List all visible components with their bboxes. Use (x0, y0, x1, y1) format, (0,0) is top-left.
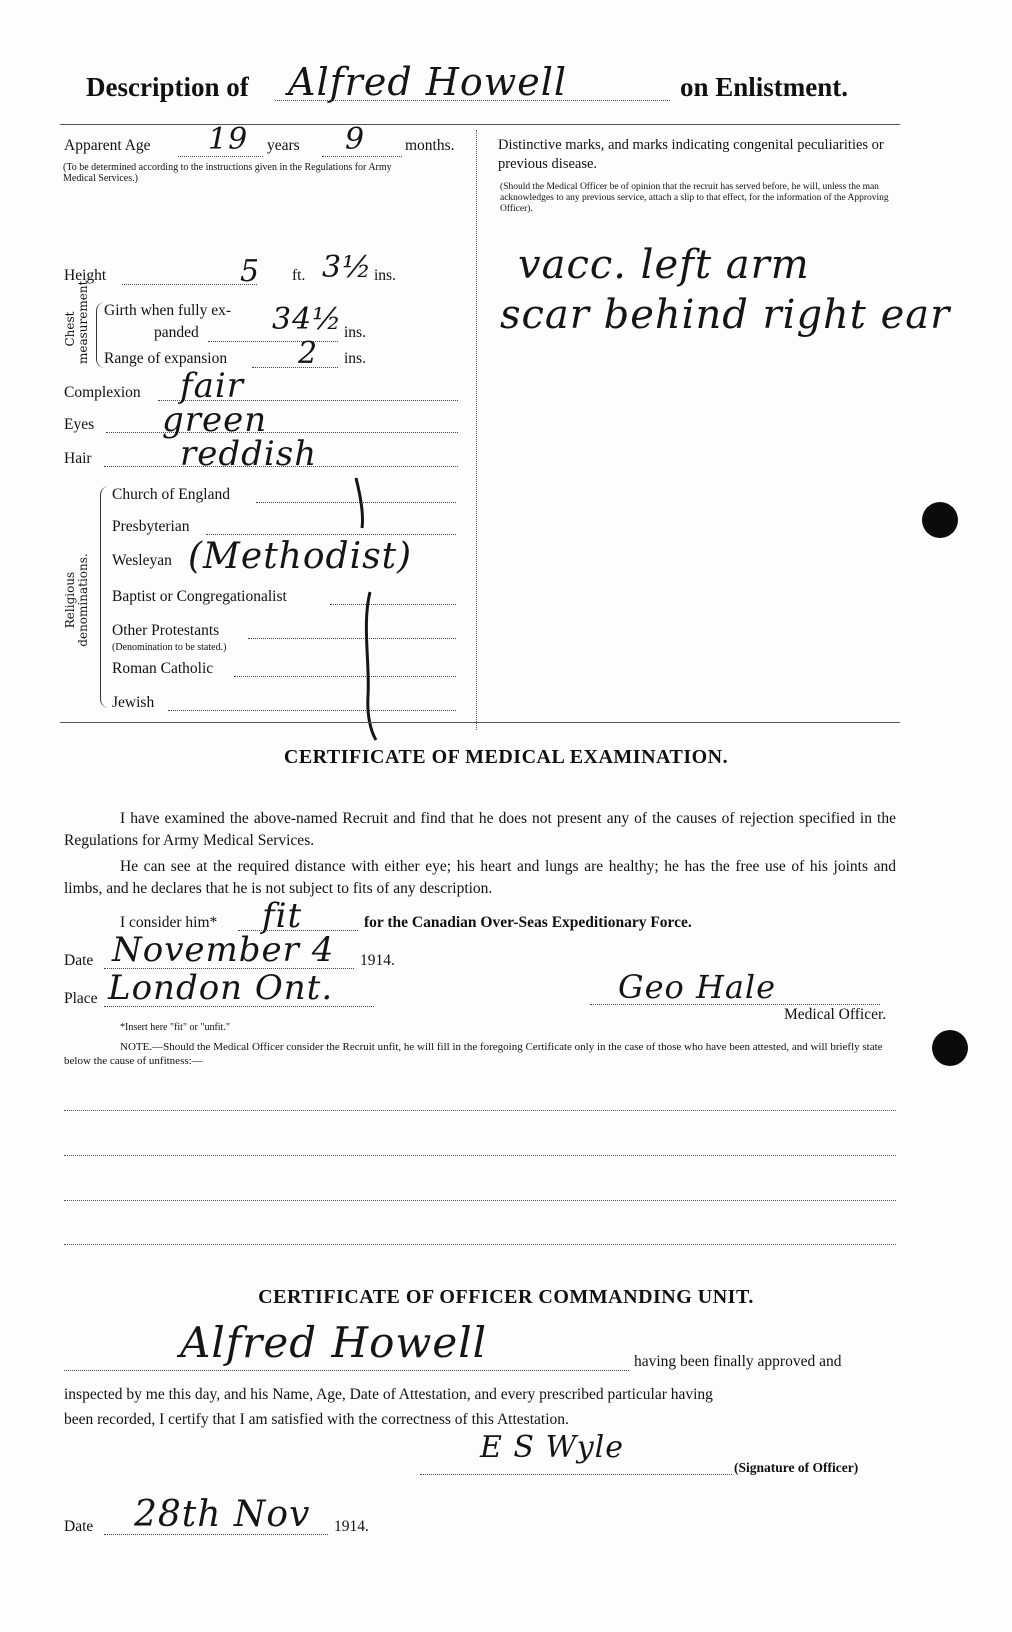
religion-value: (Methodist) (188, 536, 413, 577)
commanding-date-line (104, 1534, 328, 1535)
eyes-line (106, 432, 458, 433)
religion-church-of-england: Church of England (112, 486, 230, 503)
marks-heading: Distinctive marks, and marks indicating congenital peculiarities or previous disease. (498, 137, 884, 172)
chest-girth-unit: ins. (344, 324, 366, 341)
header-suffix: on Enlistment. (680, 72, 849, 102)
height-ft-label: ft. (292, 267, 306, 284)
religion-presbyterian: Presbyterian (112, 518, 190, 535)
commanding-line1-suffix: having been finally approved and (634, 1353, 842, 1370)
religion-baptist: Baptist or Congregationalist (112, 588, 287, 605)
chest-girth-value: 34½ (272, 302, 343, 337)
commanding-title: CERTIFICATE OF OFFICER COMMANDING UNIT. (258, 1286, 754, 1308)
unfit-line-4 (64, 1244, 896, 1245)
chest-girth-label-2: panded (154, 324, 199, 341)
height-label: Height (64, 267, 107, 284)
complexion-value: fair (180, 366, 244, 406)
unfit-line-2 (64, 1155, 896, 1156)
religion-line-7 (168, 710, 456, 711)
medical-top-rule (60, 722, 900, 723)
medical-title: CERTIFICATE OF MEDICAL EXAMINATION. (283, 746, 729, 768)
complexion-label: Complexion (64, 384, 141, 401)
commanding-line3: been recorded, I certify that I am satisfied with the correctness of this Attestation. (64, 1411, 569, 1428)
header-name: Alfred Howell (288, 60, 568, 104)
marks-note: (Should the Medical Officer be of opinion that the recruit has served before, he will, unless the man acknowledges to any previous service, attach a slip to that effect, for the information of the Approving Officer). (500, 182, 889, 214)
hair-label: Hair (64, 450, 92, 467)
medical-para1: I have examined the above-named Recruit and find that he does not present any of the causes of rejection specified in the Regulations for Army Medical Services. (64, 810, 896, 849)
marks-line1: vacc. left arm (518, 242, 810, 288)
religion-brace (100, 486, 109, 708)
religion-jewish: Jewish (112, 694, 155, 711)
medical-place-value: London Ont. (108, 968, 334, 1008)
unfit-line-3 (64, 1200, 896, 1201)
commanding-signature-line (420, 1474, 732, 1475)
medical-officer-line (590, 1004, 880, 1005)
medical-fit-value: fit (262, 896, 303, 936)
medical-para2: He can see at the required distance with either eye; his heart and lungs are healthy; he has the free use of his joints and limbs, and he declares that he is not subject to fits of any description. (64, 858, 896, 897)
medical-date-year: 1914. (360, 952, 395, 969)
height-in-value: 3½ (322, 250, 373, 285)
medical-insert-note: *Insert here "fit" or "unfit." (120, 1022, 230, 1033)
top-rule (60, 124, 900, 125)
punch-hole-lower (932, 1030, 968, 1066)
height-in-label: ins. (374, 267, 396, 284)
commanding-recruit-name: Alfred Howell (180, 1318, 488, 1367)
column-divider (476, 130, 477, 730)
medical-officer-signature: Geo Hale (618, 968, 777, 1006)
commanding-officer-signature: E S Wyle (480, 1430, 624, 1465)
religion-line-1 (206, 534, 456, 535)
religion-wesleyan: Wesleyan (112, 552, 172, 569)
header-name-line (275, 100, 670, 101)
punch-hole-upper (922, 502, 958, 538)
commanding-signature-label: (Signature of Officer) (734, 1460, 859, 1475)
commanding-date-label: Date (64, 1518, 94, 1535)
chest-side-label: Chest measurement (63, 280, 90, 364)
age-label: Apparent Age (64, 137, 151, 154)
medical-date-label: Date (64, 952, 94, 969)
commanding-date-year: 1914. (334, 1518, 369, 1535)
eyes-label: Eyes (64, 416, 95, 433)
commanding-name-line (64, 1370, 629, 1371)
religion-other-protestants: Other Protestants (112, 622, 220, 639)
hair-value: reddish (180, 434, 318, 474)
chest-range-label: Range of expansion (104, 350, 228, 367)
medical-date-value: November 4 (112, 930, 335, 970)
height-ft-value: 5 (240, 254, 261, 289)
commanding-line2: inspected by me this day, and his Name, Age, Date of Attestation, and every prescribed particular having (64, 1386, 713, 1403)
religion-denomination-note: (Denomination to be stated.) (112, 642, 227, 653)
medical-unfit-note: NOTE.—Should the Medical Officer consider the Recruit unfit, he will fill in the foregoing Certificate only in the case of those who have been attested, and will briefly state below the cause of unfitness:— (64, 1041, 883, 1067)
chest-range-value: 2 (298, 336, 319, 371)
chest-range-unit: ins. (344, 350, 366, 367)
age-months-label: months. (405, 137, 455, 154)
age-years-line (178, 156, 263, 157)
medical-consider-suffix: for the Canadian Over-Seas Expeditionary Force. (364, 914, 692, 931)
chest-range-line (252, 367, 338, 368)
age-years-label: years (267, 137, 300, 154)
age-months-line (322, 156, 402, 157)
medical-officer-label: Medical Officer. (784, 1006, 887, 1023)
height-line (122, 284, 257, 285)
religion-bracket-stroke (340, 474, 400, 754)
eyes-value: green (162, 400, 268, 440)
medical-place-label: Place (64, 990, 98, 1007)
chest-girth-line (208, 341, 338, 342)
header-prefix: Description of (86, 72, 249, 102)
chest-girth-label-1: Girth when fully ex- (104, 302, 231, 319)
medical-consider-prefix: I consider him* (120, 914, 218, 931)
commanding-date-value: 28th Nov (134, 1494, 311, 1535)
religion-roman-catholic: Roman Catholic (112, 660, 214, 677)
unfit-line-1 (64, 1110, 896, 1111)
marks-line2: scar behind right ear (500, 292, 951, 338)
age-months-value: 9 (345, 122, 366, 157)
age-note: (To be determined according to the instructions given in the Regulations for Army Medical Services.) (63, 162, 392, 184)
religion-side-label: Religious denominations. (63, 553, 90, 647)
age-years-value: 19 (208, 122, 249, 157)
medical-place-line (104, 1006, 374, 1007)
